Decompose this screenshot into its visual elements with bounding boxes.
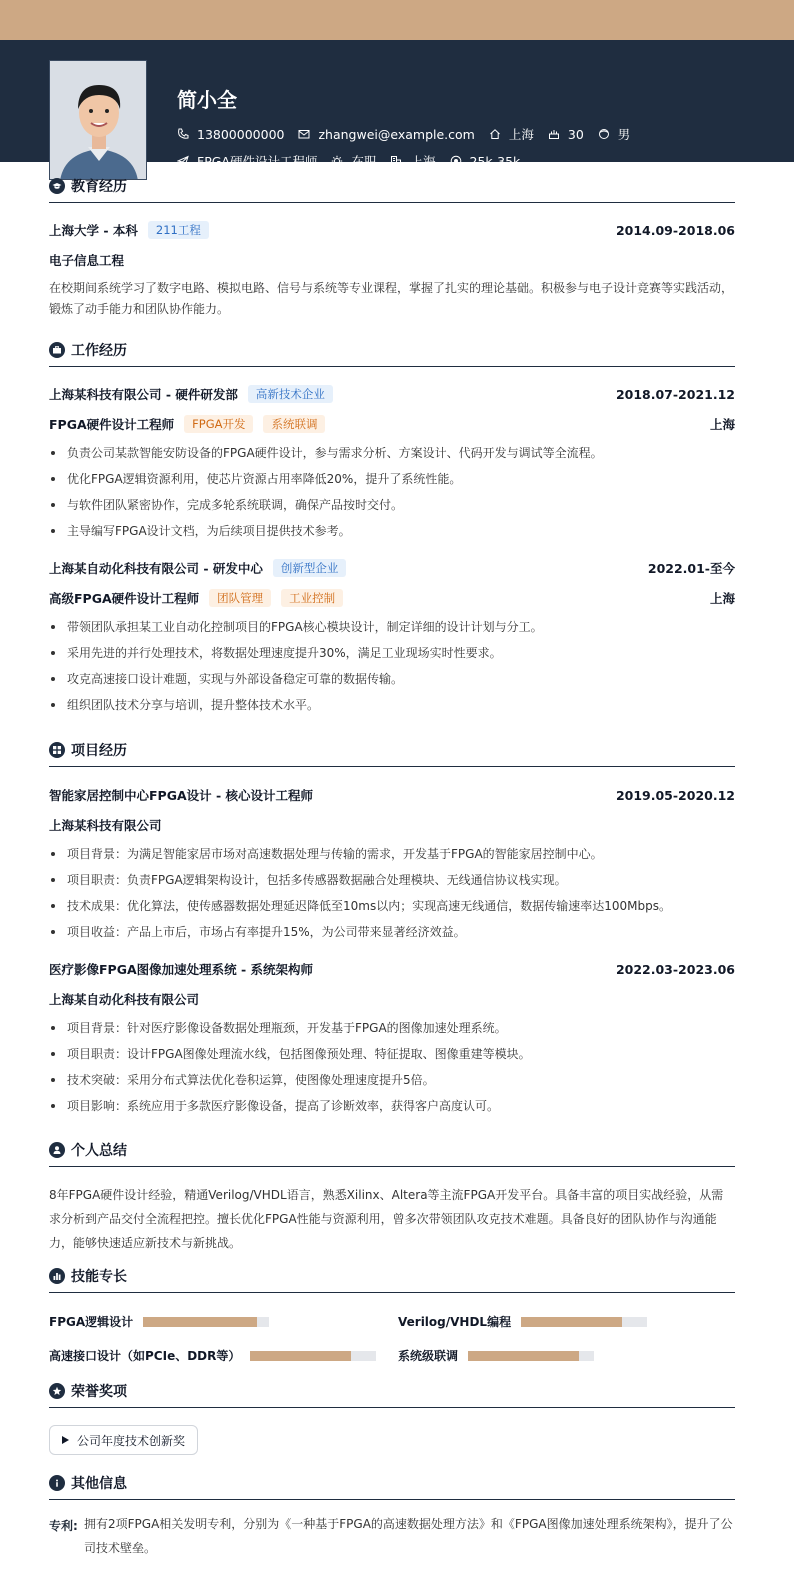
job-company: 上海某自动化科技有限公司 - 研发中心 (49, 561, 263, 576)
job-role-row (49, 589, 735, 607)
medal-icon (49, 1383, 65, 1399)
status-icon (331, 155, 343, 167)
list-item: 项目收益：产品上市后，市场占有率提升15%，为公司带来显著经济效益。 (49, 919, 735, 945)
info-icon (49, 1475, 65, 1491)
list-item: 项目影响：系统应用于多款医疗影像设备，提高了诊断效率，获得客户高度认可。 (49, 1093, 735, 1119)
job-target-item (177, 152, 317, 170)
job-bullets (49, 614, 735, 718)
mail-icon (298, 128, 310, 140)
work-section (49, 339, 735, 729)
project-row (49, 960, 735, 978)
patent-label: 专利: (49, 1519, 78, 1533)
list-item: 项目职责：设计FPGA图像处理流水线，包括图像预处理、特征提取、图像重建等模块。 (49, 1041, 735, 1067)
major-name: 电子信息工程 (49, 253, 125, 268)
city-item (390, 152, 435, 170)
skills-title: 技能专长 (71, 1268, 127, 1285)
skill-bar (521, 1317, 647, 1327)
skill-name: FPGA逻辑设计 (49, 1315, 134, 1329)
work-header (49, 339, 735, 367)
award-name: 公司年度技术创新奖 (77, 1433, 186, 1448)
summary-text: 8年FPGA硬件设计经验，精通Verilog/VHDL语言，熟悉Xilinx、Altera等主流FPGA开发平台。具备丰富的项目实战经验，从需求分析到产品交付全流程把控。擅长优化FPGA性能与资源利用，曾多次带领团队攻克技术难题。具备良好的团队协作与沟通能力，能够快速适应新技术与新挑战。 (49, 1188, 724, 1250)
other-title: 其他信息 (71, 1475, 127, 1492)
skills-section (49, 1265, 735, 1375)
paper-plane-icon (177, 155, 189, 167)
contact-row (177, 125, 644, 143)
list-item: 技术成果：优化算法，使传感器数据处理延迟降低至10ms以内；实现高速无线通信，数据传输速率达100Mbps。 (49, 893, 735, 919)
job-location: 上海 (709, 591, 735, 606)
job-location: 上海 (709, 417, 735, 432)
cake-icon (548, 128, 560, 140)
job-target-text: FPGA硬件设计工程师 (197, 154, 318, 169)
major-row (49, 251, 735, 269)
email-text: zhangwei@example.com (318, 126, 475, 142)
phone-text: 13800000000 (197, 126, 285, 142)
grid-icon (49, 742, 65, 758)
job-skill-tag: 系统联调 (263, 415, 325, 433)
gender-text: 男 (617, 127, 631, 142)
age-text: 30 (567, 126, 584, 142)
list-item: 带领团队承担某工业自动化控制项目的FPGA核心模块设计，制定详细的设计计划与分工。 (49, 614, 735, 640)
project-company-row (49, 990, 735, 1008)
project-name: 智能家居控制中心FPGA设计 - 核心设计工程师 (49, 788, 314, 803)
project-bullets (49, 1015, 735, 1119)
other-header (49, 1472, 735, 1500)
school-tag: 211工程 (148, 221, 209, 239)
projects-header (49, 739, 735, 767)
skill-item (49, 1347, 376, 1364)
user-icon (49, 1142, 65, 1158)
job-intent-row (177, 152, 534, 170)
home-icon (489, 128, 501, 140)
skill-name: Verilog/VHDL编程 (398, 1315, 512, 1329)
salary-text: 25k-35k (469, 153, 521, 169)
list-item: 项目背景：为满足智能家居市场对高速数据处理与传输的需求，开发基于FPGA的智能家居控制中心。 (49, 841, 735, 867)
location-item (489, 125, 534, 143)
briefcase-icon (49, 342, 65, 358)
job-company-row (49, 559, 735, 577)
play-icon (62, 1436, 69, 1444)
summary-header (49, 1139, 735, 1167)
list-item: 项目职责：负责FPGA逻辑架构设计，包括多传感器数据融合处理模块、无线通信协议栈实现。 (49, 867, 735, 893)
job-skill-tag: 工业控制 (281, 589, 343, 607)
list-item: 采用先进的并行处理技术，将数据处理速度提升30%，满足工业现场实时性要求。 (49, 640, 735, 666)
header (0, 40, 794, 169)
education-date: 2014.09-2018.06 (615, 222, 735, 238)
phone-icon (177, 128, 189, 140)
job-bullets (49, 440, 735, 544)
project-name: 医疗影像FPGA图像加速处理系统 - 系统架构师 (49, 962, 314, 977)
status-text: 在职 (351, 154, 377, 169)
skill-name: 系统级联调 (398, 1349, 459, 1363)
project-bullets (49, 841, 735, 945)
job-company-tag: 高新技术企业 (248, 385, 333, 403)
graduation-cap-icon (49, 178, 65, 194)
list-item: 组织团队技术分享与培训，提升整体技术水平。 (49, 692, 735, 718)
email-item (298, 127, 474, 142)
job-date: 2022.01-至今 (647, 561, 735, 576)
project-company-row (49, 816, 735, 834)
list-item: 攻克高速接口设计难题，实现与外部设备稳定可靠的数据传输。 (49, 666, 735, 692)
education-header (49, 175, 735, 203)
awards-section (49, 1380, 735, 1465)
awards-header (49, 1380, 735, 1408)
candidate-name: 简小全 (177, 88, 237, 112)
job-role: FPGA硬件设计工程师 (49, 417, 175, 432)
list-item: 与软件团队紧密协作，完成多轮系统联调，确保产品按时交付。 (49, 492, 735, 518)
award-item (49, 1425, 198, 1455)
gender-icon (598, 128, 610, 140)
job-skill-tag: 团队管理 (209, 589, 271, 607)
project-company: 上海某科技有限公司 (49, 818, 162, 833)
skill-item (49, 1313, 269, 1330)
phone-item (177, 127, 284, 142)
skill-bar (143, 1317, 269, 1327)
education-section (49, 175, 735, 325)
school-name: 上海大学 - 本科 (49, 223, 138, 238)
job-date: 2018.07-2021.12 (615, 386, 735, 402)
job-role-row (49, 415, 735, 433)
building-icon (390, 155, 402, 167)
list-item: 负责公司某款智能安防设备的FPGA硬件设计，参与需求分析、方案设计、代码开发与调试等全流程。 (49, 440, 735, 466)
patent-text: 拥有2项FPGA相关发明专利，分别为《一种基于FPGA的高速数据处理方法》和《FPGA图像加速处理系统架构》，提升了公司技术壁垒。 (84, 1517, 733, 1555)
gender-item (598, 125, 631, 143)
projects-title: 项目经历 (71, 742, 127, 759)
project-row (49, 786, 735, 804)
project-date: 2019.05-2020.12 (615, 787, 735, 803)
project-date: 2022.03-2023.06 (615, 961, 735, 977)
salary-item (450, 154, 521, 169)
work-title: 工作经历 (71, 342, 127, 359)
location-text: 上海 (508, 127, 534, 142)
list-item: 技术突破：采用分布式算法优化卷积运算，使图像处理速度提升5倍。 (49, 1067, 735, 1093)
job-role: 高级FPGA硬件设计工程师 (49, 591, 200, 606)
education-row (49, 221, 735, 239)
skill-bar-fill (521, 1317, 622, 1327)
skill-item (398, 1313, 647, 1330)
projects-section (49, 739, 735, 1119)
skill-bar-fill (468, 1351, 579, 1361)
skill-bar (250, 1351, 376, 1361)
list-item: 优化FPGA逻辑资源利用，使芯片资源占用率降低20%，提升了系统性能。 (49, 466, 735, 492)
city-text: 上海 (410, 154, 436, 169)
education-title: 教育经历 (71, 178, 127, 195)
age-item (548, 127, 584, 142)
awards-title: 荣誉奖项 (71, 1383, 127, 1400)
skill-item (398, 1347, 594, 1364)
top-accent-band (0, 0, 794, 40)
skill-bar (468, 1351, 594, 1361)
list-item: 主导编写FPGA设计文档，为后续项目提供技术参考。 (49, 518, 735, 544)
skills-header (49, 1265, 735, 1293)
skill-bar-fill (250, 1351, 351, 1361)
job-company-tag: 创新型企业 (273, 559, 347, 577)
avatar (49, 60, 147, 180)
summary-section (49, 1139, 735, 1259)
job-company-row (49, 385, 735, 403)
other-section (49, 1472, 735, 1582)
skill-name: 高速接口设计（如PCIe、DDR等） (49, 1349, 241, 1363)
salary-icon (450, 155, 462, 167)
skill-bar-fill (143, 1317, 256, 1327)
status-item (331, 152, 376, 170)
summary-title: 个人总结 (71, 1142, 127, 1159)
job-company: 上海某科技有限公司 - 硬件研发部 (49, 387, 238, 402)
project-company: 上海某自动化科技有限公司 (49, 992, 200, 1007)
bar-chart-icon (49, 1268, 65, 1284)
list-item: 项目背景：针对医疗影像设备数据处理瓶颈，开发基于FPGA的图像加速处理系统。 (49, 1015, 735, 1041)
education-description: 在校期间系统学习了数字电路、模拟电路、信号与系统等专业课程，掌握了扎实的理论基础。积极参与电子设计竞赛等实践活动，锻炼了动手能力和团队协作能力。 (49, 281, 734, 316)
job-skill-tag: FPGA开发 (184, 415, 253, 433)
